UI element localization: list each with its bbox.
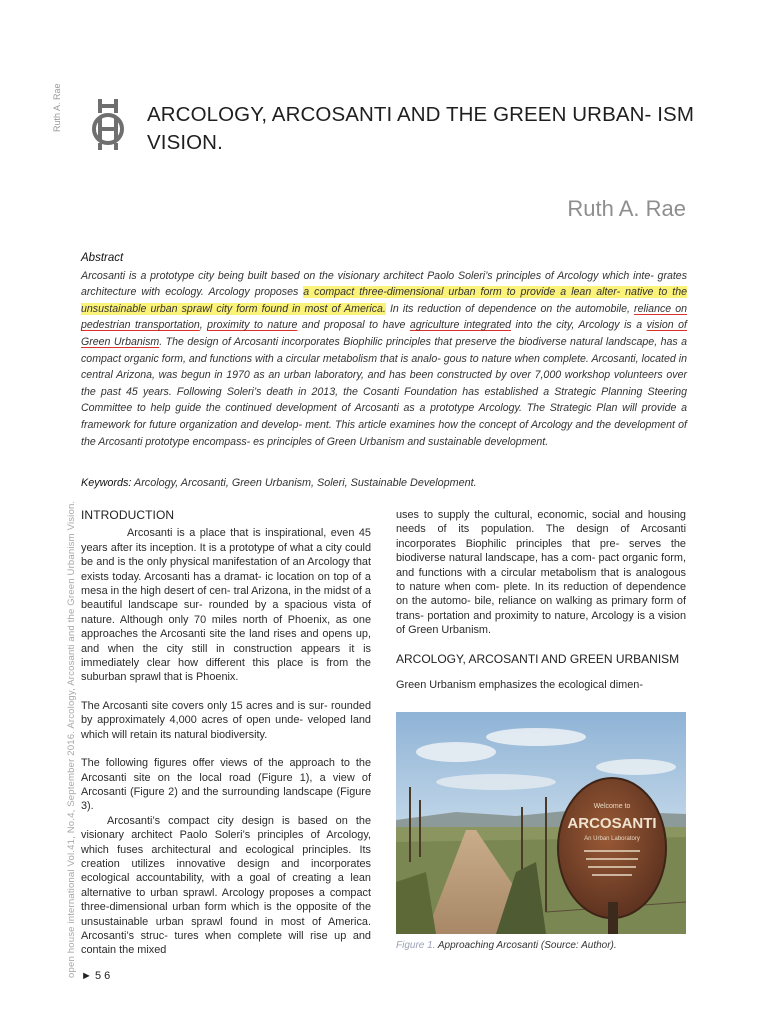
keywords-label: Keywords: — [81, 477, 132, 489]
abstract-text: , — [199, 319, 208, 332]
sign-name-text: ARCOSANTI — [567, 815, 657, 832]
paragraph: Arcosanti is a place that is inspirational, even 45 years after its inception. It is a prototype of what a city could be and is the only physical manifestation of an Arcology that exists today. Arcosanti has a dramat- ic location on top of a mesa in the high desert of cen- tral Arizona, in the midst of a beautiful landscape sur- rounded by a spacious vista of nature. Although only 70 miles north of Phoenix, as one approaches the Arcosanti site the land rises and opens up, and when the city still in construction appears it is immediately clear how different this place is from the suburban sprawl that is Phoenix. — [81, 527, 371, 684]
figure-caption-text: Approaching Arcosanti (Source: Author). — [435, 940, 617, 951]
abstract-underline: reliance on pedestrian transportation — [81, 302, 688, 332]
abstract-text: and proposal to have — [297, 319, 410, 332]
paragraph: uses to supply the cultural, economic, social and housing needs of its population. The design of Arcosanti incorporates Biophilic principles that pre- serves the biodiverse natural landscape, has a com- pact organic form, and functions with a circular metabolism that is analogous to nature when com- plete. In its reduction of dependence on the automo- bile, reliance on walking as primary form of trans- portation and proximity to nature, Arcology is a vision of Green Urbanism. — [396, 509, 686, 637]
abstract-text: In its reduction of dependence on the automobile, — [385, 302, 635, 315]
abstract-text: into the city, Arcology is a — [510, 319, 647, 332]
abstract-block — [81, 250, 687, 450]
abstract-heading: Abstract — [81, 252, 124, 264]
abstract-underline: agriculture integrated — [409, 319, 511, 332]
paragraph: Green Urbanism emphasizes the ecological dimen- — [396, 679, 643, 692]
abstract-text: . The design of Arcosanti incorporates Biophilic principles that preserve the biodiverse natural landscape, has a compact organic form, and functions with a circular metabolism that is analo- gous to nature when complete. Arcosanti, located in central Arizona, was begun in 1970 as an urban laboratory, and has been constructed by over 7,000 workshop volunteers over the past 45 years. Following Soleri’s death in 2013, the Cosanti Foundation has established a Strategic Planning Steering Committee to help guide the continued development of Arcosanti as a prototype Arcology. The Strategic Plan will provide a framework for future organization and develop- ment. This article examines how the concept of Arcology and the development of the Arcosanti prototype encompass- es principles of Green Urbanism and sustainable development. — [81, 335, 688, 448]
side-author-label: Ruth A. Rae — [52, 83, 62, 132]
article-author: Ruth A. Rae — [567, 196, 686, 221]
paragraph: The Arcosanti site covers only 15 acres and is sur- rounded by approximately 4,000 acres of open unde- veloped land which will retain its natural biodiversity. — [81, 699, 371, 741]
left-column — [81, 508, 371, 972]
section-heading-arcology: ARCOLOGY, ARCOSANTI AND GREEN URBANISM — [396, 651, 680, 666]
right-column — [396, 508, 686, 706]
side-journal-citation: open house international Vol.41, No.4, September 2016. Arcology, Arcosanti and the Green Urbanism Vision. — [66, 500, 77, 978]
abstract-text: Arcosanti is a prototype city being built based on the visionary architect Paolo Soleri’s principles of Arcology which inte- grates architecture with ecology. Arcology proposes — [81, 269, 687, 299]
journal-logo-icon — [90, 96, 126, 152]
keywords-line — [81, 477, 687, 489]
page-number: ► 5 6 — [81, 970, 111, 982]
paragraph: The following figures offer views of the approach to the Arcosanti site on the local road (Figure 1), a view of Arcosanti (Figure 2) and the surrounding landscape (Figure 3). — [81, 757, 371, 813]
article-title: ARCOLOGY, ARCOSANTI AND THE GREEN URBAN- ISM VISION. — [147, 103, 694, 154]
figure-label: Figure 1. — [396, 940, 436, 951]
abstract-underline: vision of Green Urbanism — [81, 319, 687, 348]
figure-1-photo — [396, 712, 686, 934]
sign-subtitle-text: An Urban Laboratory — [584, 836, 640, 842]
section-heading-introduction: INTRODUCTION — [81, 508, 175, 522]
figure-caption — [396, 940, 686, 951]
keywords-text: Arcology, Arcosanti, Green Urbanism, Soleri, Sustainable Development. — [131, 477, 477, 489]
paragraph: Arcosanti’s compact city design is based on the visionary architect Paolo Soleri’s principles of Arcology, which fuses architectural and ecological principles. Its creation utilizes innovative design and incorporates ecological accountability, with a goal of creating a lean alternative to urban sprawl. Arcology proposes a compact three-dimensional urban form which is the opposite of the unsustainable urban sprawl found in most of America. Arcosanti’s struc- tures when complete will rise up and contain the mixed — [81, 814, 371, 957]
sign-welcome-text: Welcome to — [593, 803, 631, 810]
abstract-highlight: a compact three-dimensional urban form to provide a lean alter- native to the unsustainable urban sprawl city form found in most of America. — [81, 286, 688, 315]
abstract-underline: proximity to nature — [207, 319, 298, 332]
